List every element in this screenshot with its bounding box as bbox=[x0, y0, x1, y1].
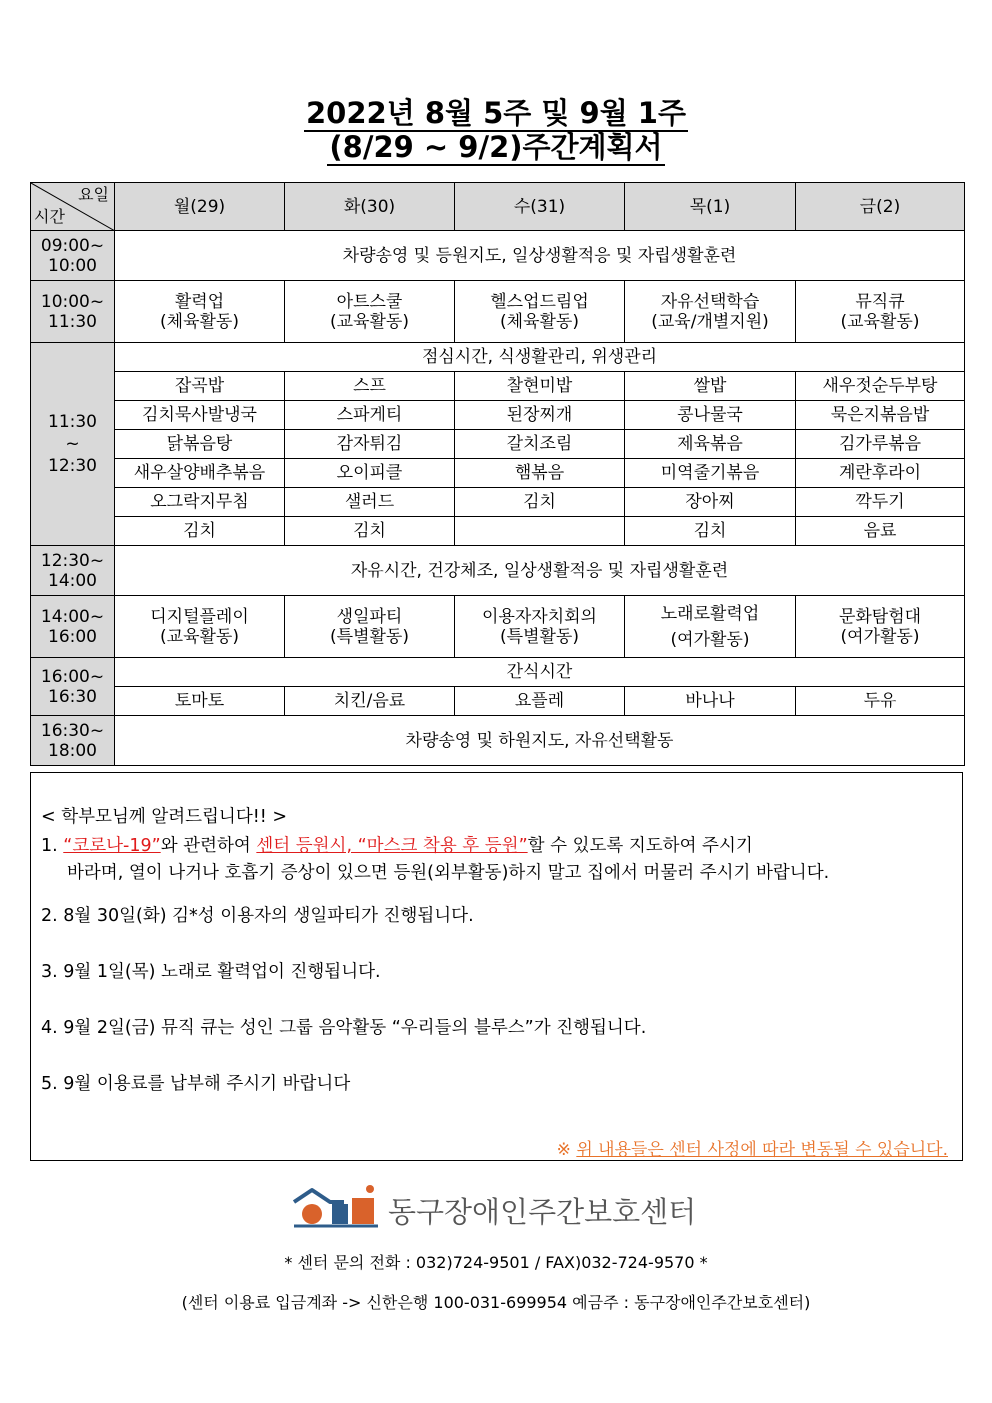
menu-item: 감자튀김 bbox=[285, 430, 455, 459]
activity-merged-cell: 자유시간, 건강체조, 일상생활적응 및 자립생활훈련 bbox=[115, 546, 965, 596]
notice-warning: ※ 위 내용들은 센터 사정에 따라 변동될 수 있습니다. bbox=[556, 1140, 948, 1160]
snack-item: 치킨/음료 bbox=[285, 687, 455, 716]
notice-item-4: 4. 9월 2일(금) 뮤직 큐는 성인 그룹 음악활동 “우리들의 블루스”가 진행됩니다. bbox=[41, 1018, 647, 1038]
menu-item: 김치묵사발냉국 bbox=[115, 401, 285, 430]
menu-item: 햄볶음 bbox=[455, 459, 625, 488]
notice-heading: < 학부모님께 알려드립니다!! > bbox=[41, 807, 287, 827]
time-cell: 12:30~ 14:00 bbox=[31, 546, 115, 596]
menu-item: 김치 bbox=[115, 517, 285, 546]
menu-item: 샐러드 bbox=[285, 488, 455, 517]
menu-item: 된장찌개 bbox=[455, 401, 625, 430]
mask-highlight: 센터 등원시, “마스크 착용 후 등원” bbox=[256, 836, 528, 856]
activity-cell: 생일파티 (특별활동) bbox=[285, 596, 455, 658]
lunch-header: 점심시간, 식생활관리, 위생관리 bbox=[115, 343, 965, 372]
activity-cell: 활력업 (체육활동) bbox=[115, 281, 285, 343]
menu-item: 갈치조림 bbox=[455, 430, 625, 459]
account-line: (센터 이용료 입금계좌 -> 신한은행 100-031-699954 예금주 : 동구장애인주간보호센터) bbox=[181, 1293, 811, 1312]
notice-item-5: 5. 9월 이용료를 납부해 주시기 바랍니다 bbox=[41, 1074, 351, 1094]
document-title bbox=[0, 96, 992, 164]
day-header-mon: 월(29) bbox=[115, 183, 285, 231]
notice-item-3: 3. 9월 1일(목) 노래로 활력업이 진행됩니다. bbox=[41, 962, 381, 982]
snack-item: 두유 bbox=[796, 687, 965, 716]
title-line-2: (8/29 ~ 9/2)주간계획서 bbox=[329, 130, 663, 164]
menu-item: 닭볶음탕 bbox=[115, 430, 285, 459]
menu-item: 새우젓순두부탕 bbox=[796, 372, 965, 401]
snack-item: 요플레 bbox=[455, 687, 625, 716]
menu-item: 스파게티 bbox=[285, 401, 455, 430]
menu-item: 제육볶음 bbox=[625, 430, 796, 459]
activity-cell: 문화탐험대 (여가활동) bbox=[796, 596, 965, 658]
menu-item: 묵은지볶음밥 bbox=[796, 401, 965, 430]
activity-cell: 뮤직큐 (교육활동) bbox=[796, 281, 965, 343]
day-header-wed: 수(31) bbox=[455, 183, 625, 231]
notice-box bbox=[30, 772, 963, 1161]
time-cell: 09:00~ 10:00 bbox=[31, 231, 115, 281]
time-cell-lunch: 11:30 ~ 12:30 bbox=[31, 343, 115, 546]
center-name: 동구장애인주간보호센터 bbox=[388, 1195, 697, 1229]
day-header-thu: 목(1) bbox=[625, 183, 796, 231]
menu-item: 쌀밥 bbox=[625, 372, 796, 401]
menu-item: 콩나물국 bbox=[625, 401, 796, 430]
menu-item: 김가루볶음 bbox=[796, 430, 965, 459]
menu-item: 계란후라이 bbox=[796, 459, 965, 488]
time-cell: 16:30~ 18:00 bbox=[31, 716, 115, 766]
activity-cell: 헬스업드림업 (체육활동) bbox=[455, 281, 625, 343]
snack-header: 간식시간 bbox=[115, 658, 965, 687]
corner-time-label: 시간 bbox=[34, 207, 65, 226]
time-cell: 10:00~ 11:30 bbox=[31, 281, 115, 343]
notice-item-1: 1. “코로나-19”와 관련하여 센터 등원시, “마스크 착용 후 등원”할 수 있도록 지도하여 주시기 bbox=[41, 836, 753, 856]
day-header-fri: 금(2) bbox=[796, 183, 965, 231]
menu-item: 오그락지무침 bbox=[115, 488, 285, 517]
weekly-plan-table bbox=[30, 182, 965, 766]
snack-item: 토마토 bbox=[115, 687, 285, 716]
menu-item: 새우살양배추볶음 bbox=[115, 459, 285, 488]
time-cell-snack: 16:00~ 16:30 bbox=[31, 658, 115, 716]
contact-line: * 센터 문의 전화 : 032)724-9501 / FAX)032-724-9570 * bbox=[284, 1253, 708, 1272]
time-cell: 14:00~ 16:00 bbox=[31, 596, 115, 658]
menu-item bbox=[455, 517, 625, 546]
center-logo bbox=[290, 1182, 720, 1230]
menu-item: 깍두기 bbox=[796, 488, 965, 517]
menu-item: 장아찌 bbox=[625, 488, 796, 517]
notice-item-1-cont: 바라며, 열이 나거나 호흡기 증상이 있으면 등원(외부활동)하지 말고 집에서 머물러 주시기 바랍니다. bbox=[67, 863, 830, 883]
menu-item: 스프 bbox=[285, 372, 455, 401]
day-header-tue: 화(30) bbox=[285, 183, 455, 231]
activity-cell: 이용자자치회의 (특별활동) bbox=[455, 596, 625, 658]
menu-item: 김치 bbox=[625, 517, 796, 546]
title-line-1: 2022년 8월 5주 및 9월 1주 bbox=[306, 96, 686, 130]
notice-item-2: 2. 8월 30일(화) 김*성 이용자의 생일파티가 진행됩니다. bbox=[41, 906, 474, 926]
corner-day-label: 요일 bbox=[78, 185, 109, 204]
activity-merged-cell: 차량송영 및 등원지도, 일상생활적응 및 자립생활훈련 bbox=[115, 231, 965, 281]
snack-item: 바나나 bbox=[625, 687, 796, 716]
menu-item: 김치 bbox=[285, 517, 455, 546]
menu-item: 찰현미밥 bbox=[455, 372, 625, 401]
menu-item: 잡곡밥 bbox=[115, 372, 285, 401]
activity-cell: 노래로활력업 (여가활동) bbox=[625, 596, 796, 658]
menu-item: 오이피클 bbox=[285, 459, 455, 488]
house-logo-icon bbox=[290, 1182, 382, 1230]
activity-cell: 디지털플레이 (교육활동) bbox=[115, 596, 285, 658]
activity-merged-cell: 차량송영 및 하원지도, 자유선택활동 bbox=[115, 716, 965, 766]
menu-item: 미역줄기볶음 bbox=[625, 459, 796, 488]
corona-highlight: “코로나-19” bbox=[63, 836, 161, 856]
activity-cell: 아트스쿨 (교육활동) bbox=[285, 281, 455, 343]
table-corner-header bbox=[31, 183, 115, 231]
activity-cell: 자유선택학습 (교육/개별지원) bbox=[625, 281, 796, 343]
menu-item: 김치 bbox=[455, 488, 625, 517]
menu-item: 음료 bbox=[796, 517, 965, 546]
